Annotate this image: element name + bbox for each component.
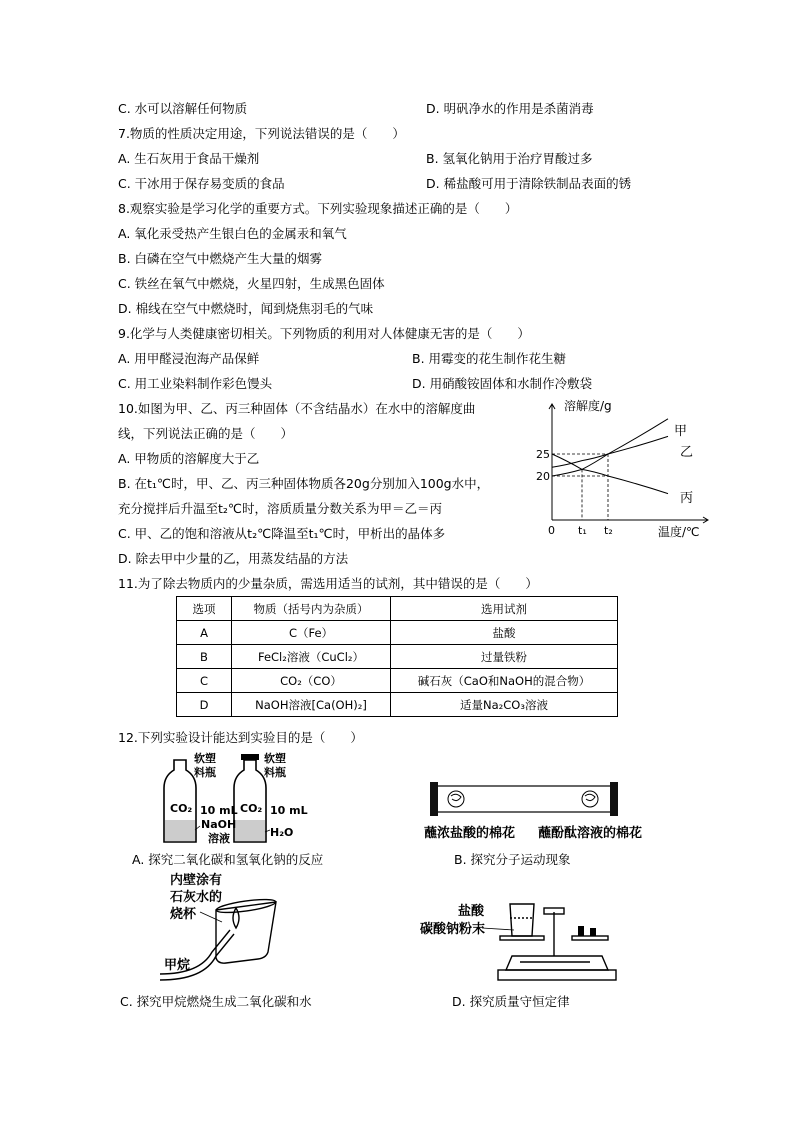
figure-b-left-label: 蘸浓盐酸的棉花 [424, 826, 516, 841]
q10-option-b-line2: 充分搅拌后升温至t₂℃时，溶质质量分数关系为甲＝乙＝丙 [118, 501, 442, 516]
series-label: 乙 [680, 445, 694, 460]
q10-option-c: C. 甲、乙的饱和溶液从t₂℃降温至t₁℃时，甲析出的晶体多 [118, 526, 446, 541]
figure-c-beaker-l1: 内壁涂有 [170, 873, 223, 888]
q12-option-a: A. 探究二氧化碳和氢氧化钠的反应 [132, 852, 324, 867]
q12-stem: 12.下列实验设计能达到实验目的是（ ） [118, 730, 363, 745]
q7-stem: 7.物质的性质决定用途，下列说法错误的是（ ） [118, 126, 405, 141]
table-row [177, 693, 618, 717]
figure-a-gas-left: CO₂ [170, 802, 193, 815]
table-row [177, 669, 618, 693]
table-cell: A [177, 621, 232, 645]
q8-option-c: C. 铁丝在氧气中燃烧，火星四射，生成黑色固体 [118, 276, 385, 291]
q9-stem: 9.化学与人类健康密切相关。下列物质的利用对人体健康无害的是（ ） [118, 326, 530, 341]
q9-option-a: A. 用甲醛浸泡海产品保鲜 [118, 351, 260, 366]
figure-a-bottle-r2: 料瓶 [264, 766, 286, 779]
figure-c-gas: 甲烷 [164, 958, 191, 973]
q7-option-c: C. 干冰用于保存易变质的食品 [118, 176, 285, 191]
q10-option-d: D. 除去甲中少量的乙，用蒸发结晶的方法 [118, 551, 349, 566]
figure-d-acid: 盐酸 [458, 904, 485, 919]
table-cell: CO₂（CO） [232, 669, 391, 693]
table-cell: 适量Na₂CO₃溶液 [391, 693, 618, 717]
q7-option-d: D. 稀盐酸可用于清除铁制品表面的锈 [426, 176, 632, 191]
table-cell: NaOH溶液[Ca(OH)₂] [232, 693, 391, 717]
figure-a-vol-right: 10 mL [270, 804, 308, 817]
table-cell: 碱石灰（CaO和NaOH的混合物） [391, 669, 618, 693]
q10-option-a: A. 甲物质的溶解度大于乙 [118, 451, 260, 466]
x-tick-label: t₂ [604, 524, 613, 537]
q12-option-b: B. 探究分子运动现象 [454, 852, 571, 867]
q6-option-d: D. 明矾净水的作用是杀菌消毒 [426, 101, 594, 116]
figure-a-solution: 溶液 [208, 832, 230, 845]
q9-option-c: C. 用工业染料制作彩色馒头 [118, 376, 273, 391]
chart-series [552, 419, 668, 494]
x-axis-label: 温度/℃ [658, 525, 700, 539]
series-line-甲 [552, 419, 668, 476]
figure-a-bottle-r1: 软塑 [264, 752, 286, 765]
chart-text [536, 398, 700, 539]
q8-option-d: D. 棉线在空气中燃烧时，闻到烧焦羽毛的气味 [118, 301, 374, 316]
table-header: 物质（括号内为杂质） [232, 597, 391, 621]
figure-b-tube [430, 782, 620, 822]
origin-label: 0 [548, 524, 555, 537]
q10-option-b-line1: B. 在t₁℃时，甲、乙、丙三种固体物质各20g分别加入100g水中， [118, 476, 490, 491]
q11-stem: 11.为了除去物质内的少量杂质，需选用适当的试剂，其中错误的是（ ） [118, 576, 538, 591]
table-header-row [177, 597, 618, 621]
q9-option-d: D. 用硝酸铵固体和水制作冷敷袋 [412, 376, 593, 391]
table-cell: 盐酸 [391, 621, 618, 645]
figure-d-balance [490, 896, 620, 988]
q12-option-d: D. 探究质量守恒定律 [452, 994, 570, 1009]
q8-option-a: A. 氧化汞受热产生银白色的金属汞和氧气 [118, 226, 347, 241]
figure-c-apparatus [160, 876, 280, 986]
table-header: 选项 [177, 597, 232, 621]
table-cell: B [177, 645, 232, 669]
q9-option-b: B. 用霉变的花生制作花生糖 [412, 351, 567, 366]
figure-b-right-label: 蘸酚酞溶液的棉花 [538, 826, 643, 841]
chart-guides [552, 454, 608, 520]
figure-c-beaker-l2: 石灰水的 [170, 890, 223, 905]
figure-a-bottle-l2: 料瓶 [194, 766, 216, 779]
q10-stem-line1: 10.如图为甲、乙、丙三种固体（不含结晶水）在水中的溶解度曲 [118, 401, 476, 416]
figure-a-naoh: NaOH [201, 818, 237, 831]
table-row [177, 621, 618, 645]
y-axis-label: 溶解度/g [564, 399, 612, 413]
table-cell: C [177, 669, 232, 693]
table-cell: D [177, 693, 232, 717]
series-label: 甲 [674, 424, 688, 439]
solubility-chart [530, 396, 720, 542]
q8-stem: 8.观察实验是学习化学的重要方式。下列实验现象描述正确的是（ ） [118, 201, 518, 216]
table-header: 选用试剂 [391, 597, 618, 621]
figure-a-water: H₂O [270, 826, 294, 839]
series-line-丙 [552, 454, 668, 494]
q6-option-c: C. 水可以溶解任何物质 [118, 101, 248, 116]
y-tick-label: 25 [536, 448, 550, 461]
q8-option-b: B. 白磷在空气中燃烧产生大量的烟雾 [118, 251, 323, 266]
figure-a-bottles [160, 752, 320, 848]
figure-a-gas-right: CO₂ [240, 802, 263, 815]
figure-a-bottle-l1: 软塑 [194, 752, 216, 765]
table-cell: 过量铁粉 [391, 645, 618, 669]
q7-option-a: A. 生石灰用于食品干燥剂 [118, 151, 260, 166]
series-label: 丙 [680, 491, 694, 506]
y-tick-label: 20 [536, 470, 550, 483]
q11-table [176, 596, 618, 717]
q12-option-c: C. 探究甲烷燃烧生成二氧化碳和水 [120, 994, 312, 1009]
q10-stem-line2: 线，下列说法正确的是（ ） [118, 426, 294, 441]
table-row [177, 645, 618, 669]
figure-a-vol-left: 10 mL [200, 804, 238, 817]
figure-d-powder: 碳酸钠粉末 [420, 922, 486, 937]
table-cell: C（Fe） [232, 621, 391, 645]
q7-option-b: B. 氢氧化钠用于治疗胃酸过多 [426, 151, 593, 166]
figure-c-beaker-l3: 烧杯 [170, 907, 197, 922]
x-tick-label: t₁ [578, 524, 587, 537]
table-cell: FeCl₂溶液（CuCl₂） [232, 645, 391, 669]
